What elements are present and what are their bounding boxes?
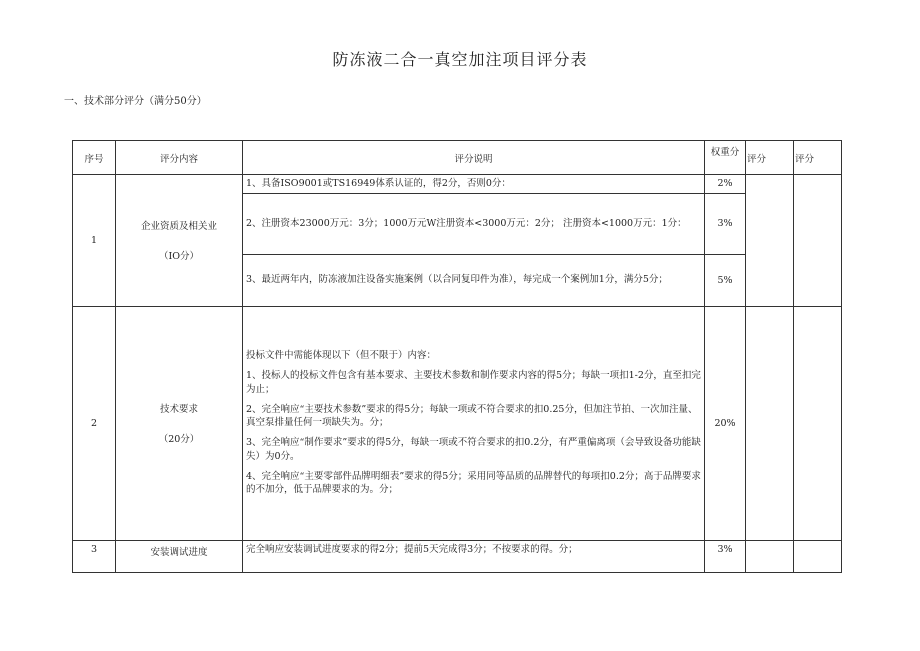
row-2-desc — [243, 306, 705, 540]
header-weight: 权重分 — [705, 141, 746, 175]
row-2-item-3: 3、完全响应“制作要求”要求的得5分，每缺一项或不符合要求的扣0.2分，有严重偏离项（会导致设备功能缺失）为0分。 — [246, 437, 701, 462]
row-2-score-2[interactable] — [794, 306, 842, 540]
row-2-weight: 20% — [705, 306, 746, 540]
row-3-score-1[interactable] — [746, 540, 794, 572]
row-1-name: 企业资质及相关业 — [140, 221, 217, 233]
row-1-weight-3: 5% — [705, 254, 746, 306]
section-heading: 一、技术部分评分（满分50分） — [64, 96, 207, 107]
header-score-2: 评分 — [794, 141, 842, 175]
table-row — [73, 540, 842, 572]
row-3-score-2[interactable] — [794, 540, 842, 572]
row-1-item-2: 2、注册资本23000万元：3分；1000万元W注册资本<3000万元：2分； 注册资本<1000万元：1分： — [243, 193, 705, 254]
row-1-item-1: 1、具备ISO9001或TS16949体系认证的，得2分，否则0分： — [243, 175, 705, 194]
row-3-weight: 3% — [705, 540, 746, 572]
table-row — [73, 306, 842, 540]
row-1-score-2[interactable] — [794, 175, 842, 307]
scoring-table — [72, 140, 842, 573]
header-no: 序号 — [73, 141, 116, 175]
header-desc: 评分说明 — [243, 141, 705, 175]
row-3-no: 3 — [73, 540, 116, 572]
row-2-content — [116, 306, 243, 540]
row-1-weight-1: 2% — [705, 175, 746, 194]
row-1-content — [116, 175, 243, 307]
table-header-row — [73, 141, 842, 175]
row-1-score-1[interactable] — [746, 175, 794, 307]
row-1-no: 1 — [73, 175, 116, 307]
row-2-item-4: 4、完全响应“主要零部件品牌明细表”要求的得5分；采用同等品质的品牌替代的每项扣0.2分；高于品牌要求的不加分，低于品牌要求的为。分； — [246, 470, 701, 496]
row-2-item-2: 2、完全响应“主要技术参数”要求的得5分；每缺一项或不符合要求的扣0.25分，但加注节拍、一次加注量、真空泵排量任何一项缺失为。分； — [246, 403, 698, 429]
table-row — [73, 175, 842, 194]
row-1-item-3: 3、最近两年内，防冻液加注设备实施案例（以合同复印件为准），每完成一个案例加1分，满分5分； — [243, 254, 705, 306]
row-2-no: 2 — [73, 306, 116, 540]
row-2-score: （20分） — [158, 434, 200, 446]
row-2-score-1[interactable] — [746, 306, 794, 540]
row-3-desc: 完全响应安装调试进度要求的得2分；提前5天完成得3分；不按要求的得。分； — [243, 540, 705, 572]
row-1-weight-2: 3% — [705, 193, 746, 254]
header-score-1: 评分 — [746, 141, 794, 175]
row-1-score: （IO分） — [158, 251, 200, 263]
row-2-item-1: 1、投标人的投标文件包含有基本要求、主要技术参数和制作要求内容的得5分；每缺一项扣1-2分，直至扣完为止； — [246, 370, 701, 395]
row-2-intro: 投标文件中需能体现以下（但不限于）内容： — [246, 350, 437, 362]
document-title: 防冻液二合一真空加注项目评分表 — [332, 50, 588, 69]
row-3-content: 安装调试进度 — [116, 540, 243, 572]
row-2-name: 技术要求 — [159, 404, 198, 416]
header-content: 评分内容 — [116, 141, 243, 175]
